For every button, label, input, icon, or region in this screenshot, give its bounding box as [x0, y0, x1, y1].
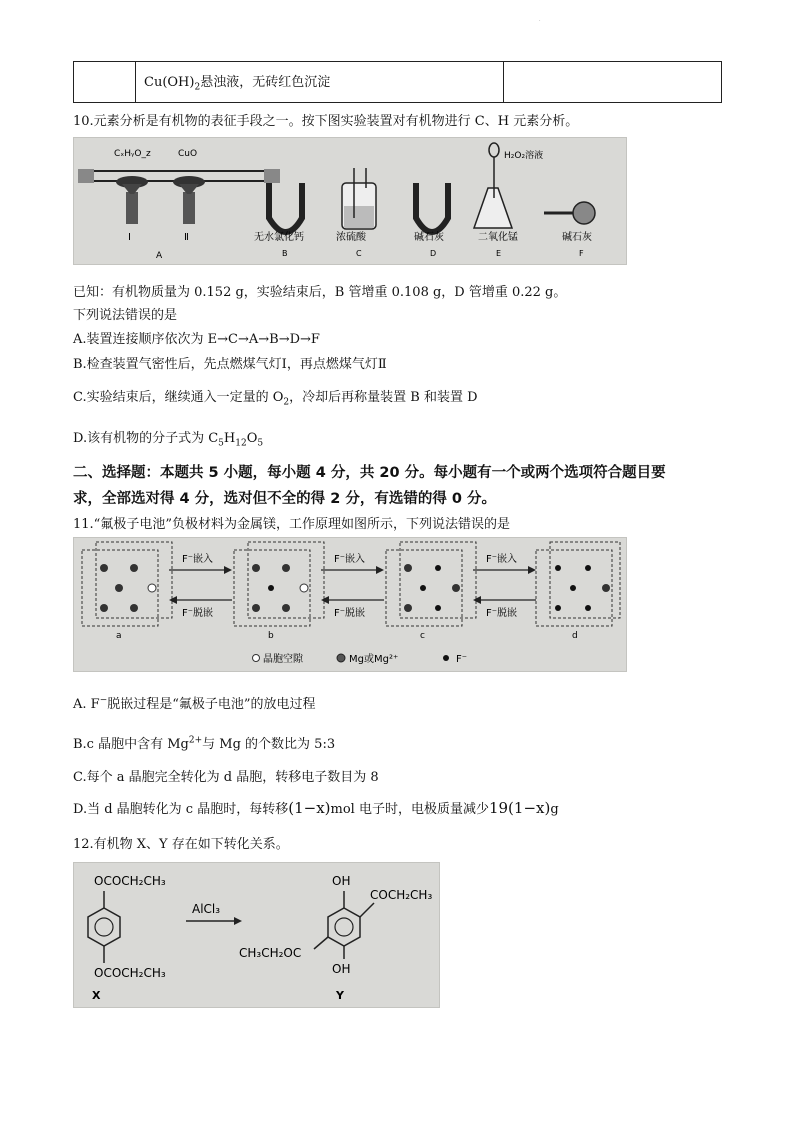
label-c: 浓硫酸: [336, 232, 366, 243]
label-h2o2: H₂O₂溶液: [504, 151, 544, 161]
crystal-drawing: [74, 538, 626, 671]
label-A: A: [156, 251, 163, 261]
q10-option-a: A.装置连接顺序依次为 E→C→A→B→D→F: [73, 332, 320, 347]
cell-b: [234, 542, 324, 626]
label-x: X: [92, 989, 101, 1002]
label-embed-1: F⁻嵌入: [182, 554, 214, 565]
letter-e: E: [496, 249, 502, 258]
letter-d: D: [430, 249, 437, 258]
label-lamp-I: Ⅰ: [128, 232, 131, 243]
label-deembed-3: F⁻脱嵌: [486, 608, 518, 619]
q10-option-c: C.实验结束后，继续通入一定量的 $O_2$，冷却后再称量装置 B 和装置 D: [73, 390, 478, 408]
page-mark: ·: [539, 18, 541, 24]
legend-f: F⁻: [456, 654, 468, 665]
q10-option-b: B.检查装置气密性后，先点燃煤气灯Ⅰ，再点燃煤气灯Ⅱ: [73, 357, 387, 372]
answer-table: [73, 61, 722, 103]
table-cell-text: $Cu(OH)_2$悬浊液，无砖红色沉淀: [136, 62, 504, 103]
cell-d: [536, 542, 620, 626]
reagent-alcl3: AlCl₃: [192, 902, 221, 916]
label-y: Y: [336, 989, 344, 1002]
y-right-group: COCH₂CH₃: [370, 888, 433, 902]
label-lamp-II: Ⅱ: [184, 232, 189, 243]
label-deembed-1: F⁻脱嵌: [182, 608, 214, 619]
q11-crystal-figure: [73, 537, 627, 672]
label-embed-3: F⁻嵌入: [486, 554, 518, 565]
y-oh-top: OH: [332, 874, 351, 888]
legend-vacancy-icon: [253, 655, 260, 662]
q11-stem: 11.“氟极子电池”负极材料为金属镁，工作原理如图所示，下列说法错误的是: [73, 517, 510, 532]
cell-label-b: b: [268, 631, 274, 641]
label-b: 无水氯化钙: [254, 232, 304, 243]
section2-line2: 求，全部选对得 4 分，选对但不全的得 2 分，有选错的得 0 分。: [73, 491, 497, 507]
table-cell-empty-right: [504, 62, 722, 103]
letter-b: B: [282, 249, 288, 258]
q11-option-a: A. F−脱嵌过程是“氟极子电池”的放电过程: [73, 695, 316, 712]
section2-line1: 二、选择题：本题共 5 小题，每小题 4 分，共 20 分。每小题有一个或两个选项符合题目要: [73, 465, 666, 481]
legend-mg-icon: [337, 654, 345, 662]
table-cell-empty: [74, 62, 136, 103]
cell-label-d: d: [572, 631, 578, 641]
q11-option-b: B.c 晶胞中含有 $Mg^{2+}$与 Mg 的个数比为 5:3: [73, 735, 336, 752]
label-reagent: CₓHᵧO_z: [114, 149, 151, 159]
label-d: 碱石灰: [414, 232, 444, 243]
q12-stem: 12.有机物 X、Y 存在如下转化关系。: [73, 837, 289, 852]
y-oh-bottom: OH: [332, 962, 351, 976]
y-benzene-ring: [328, 908, 360, 946]
q11-option-c: C.每个 a 晶胞完全转化为 d 晶胞，转移电子数目为 8: [73, 770, 379, 785]
legend-mg: Mg或Mg²⁺: [349, 654, 399, 665]
y-left-group: CH₃CH₂OC: [239, 946, 302, 960]
table-row: [74, 62, 722, 103]
label-cuo: CuO: [178, 149, 198, 159]
letter-c: C: [356, 249, 362, 258]
cell-label-c: c: [420, 631, 425, 641]
q11-option-d: D.当 d 晶胞转化为 c 晶胞时，每转移(1−x)mol 电子时，电极质量减少19(1−x)g: [73, 799, 559, 817]
q10-known: 已知：有机物质量为 0.152 g，实验结束后，B 管增重 0.108 g，D 管增重 0.22 g。: [73, 285, 567, 300]
q10-ask: 下列说法错误的是: [73, 308, 178, 323]
cell-label-a: a: [116, 631, 122, 641]
reaction-drawing: [74, 863, 439, 1007]
q10-stem: 10.元素分析是有机物的表征手段之一。按下图实验装置对有机物进行 C、H 元素分析。: [73, 114, 579, 129]
legend-f-icon: [443, 655, 449, 661]
label-embed-2: F⁻嵌入: [334, 554, 366, 565]
cell-c: [386, 542, 476, 626]
apparatus-drawing: [74, 138, 626, 264]
legend-vacancy: 晶胞空隙: [263, 654, 303, 665]
label-f: 碱石灰: [562, 232, 592, 243]
q10-option-d: D.该有机物的分子式为 $C_5H_{12}O_5$: [73, 431, 264, 449]
x-top-group: OCOCH₂CH₃: [94, 874, 166, 888]
stopper-left: [78, 169, 94, 183]
q10-apparatus-figure: [73, 137, 627, 265]
cell-a: [82, 542, 172, 626]
label-deembed-2: F⁻脱嵌: [334, 608, 366, 619]
x-bottom-group: OCOCH₂CH₃: [94, 966, 166, 980]
stopper-right: [264, 169, 280, 183]
label-e: 二氧化锰: [478, 232, 518, 243]
x-benzene-ring: [88, 908, 120, 946]
letter-f: F: [579, 249, 584, 258]
q12-reaction-figure: [73, 862, 440, 1008]
